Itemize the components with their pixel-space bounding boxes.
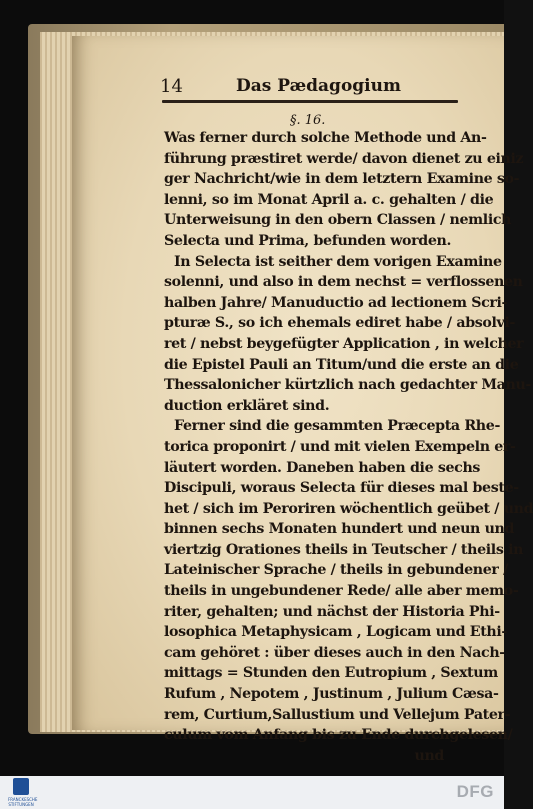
running-head: Das Pædagogium bbox=[236, 76, 401, 96]
text-line: ger Nachricht/wie in dem letztern Examine so- bbox=[164, 171, 520, 188]
section-heading: §. 16. bbox=[290, 113, 326, 128]
text-line: pturæ S., so ich ehemals ediret habe / absolvi- bbox=[164, 315, 516, 332]
library-logo-text: FRANCKESCHE STIFTUNGEN bbox=[8, 797, 38, 807]
text-line: die Epistel Pauli an Titum/und die erste an die bbox=[164, 356, 519, 373]
text-line: halben Jahre/ Manuductio ad lectionem Scri- bbox=[164, 294, 508, 311]
catchword: und bbox=[414, 747, 444, 764]
viewer-footer bbox=[0, 776, 504, 809]
text-line: Unterweisung in den obern Classen / nemlich bbox=[164, 212, 512, 229]
text-line: Discipuli, woraus Selecta für dieses mal beste- bbox=[164, 480, 519, 497]
text-line: viertzig Orationes theils in Teutscher / theils in bbox=[164, 541, 524, 558]
header-rule bbox=[162, 100, 458, 103]
text-line: ret / nebst beygefügter Application , in welcher bbox=[164, 335, 524, 352]
text-line: Was ferner durch solche Methode und An- bbox=[164, 130, 487, 146]
text-line: Thessalonicher kürtzlich nach gedachter Manu- bbox=[164, 377, 531, 394]
text-line: In Selecta ist seither dem vorigen Examine bbox=[174, 253, 502, 270]
page-number: 14 bbox=[160, 76, 183, 97]
text-line: solenni, und also in dem nechst = verflossenen bbox=[164, 274, 523, 291]
text-line: theils in ungebundener Rede/ alle aber memo- bbox=[164, 583, 519, 600]
text-line: läutert worden. Daneben haben die sechs bbox=[164, 459, 481, 476]
text-line: cam gehöret : über dieses auch in den Nach- bbox=[164, 644, 505, 661]
dfg-logo[interactable]: DFG bbox=[456, 782, 494, 801]
text-line: binnen sechs Monaten hundert und neun und bbox=[164, 521, 515, 538]
text-line: führung præstiret werde/ davon dienet zu einiz bbox=[164, 150, 524, 167]
text-line: torica proponirt / und mit vielen Exempeln er- bbox=[164, 438, 516, 455]
text-line: Rufum , Nepotem , Justinum , Julium Cæsa- bbox=[164, 686, 499, 703]
library-logo[interactable] bbox=[8, 778, 38, 808]
text-line: mittags = Stunden den Eutropium , Sextum bbox=[164, 665, 498, 682]
library-seal-icon bbox=[13, 778, 29, 795]
text-line: riter, gehalten; und nächst der Historia Phi- bbox=[164, 603, 500, 620]
text-line: Ferner sind die gesammten Præcepta Rhe- bbox=[174, 418, 500, 435]
text-line: Lateinischer Sprache / theils in gebundener / bbox=[164, 562, 508, 579]
text-line: duction erkläret sind. bbox=[164, 397, 330, 414]
page-header bbox=[160, 76, 460, 100]
text-line: rem, Curtium,Sallustium und Vellejum Pater- bbox=[164, 706, 511, 723]
text-line: culum vom Anfang bis zu Ende durchgelesen/ bbox=[164, 727, 513, 744]
text-line: het / sich im Peroriren wöchentlich geübet / und bbox=[164, 500, 533, 517]
body-text bbox=[164, 128, 533, 764]
text-line: Selecta und Prima, befunden worden. bbox=[164, 232, 452, 249]
text-line: losophica Metaphysicam , Logicam und Ethi- bbox=[164, 624, 507, 641]
text-line: lenni, so im Monat April a. c. gehalten / die bbox=[164, 191, 494, 208]
